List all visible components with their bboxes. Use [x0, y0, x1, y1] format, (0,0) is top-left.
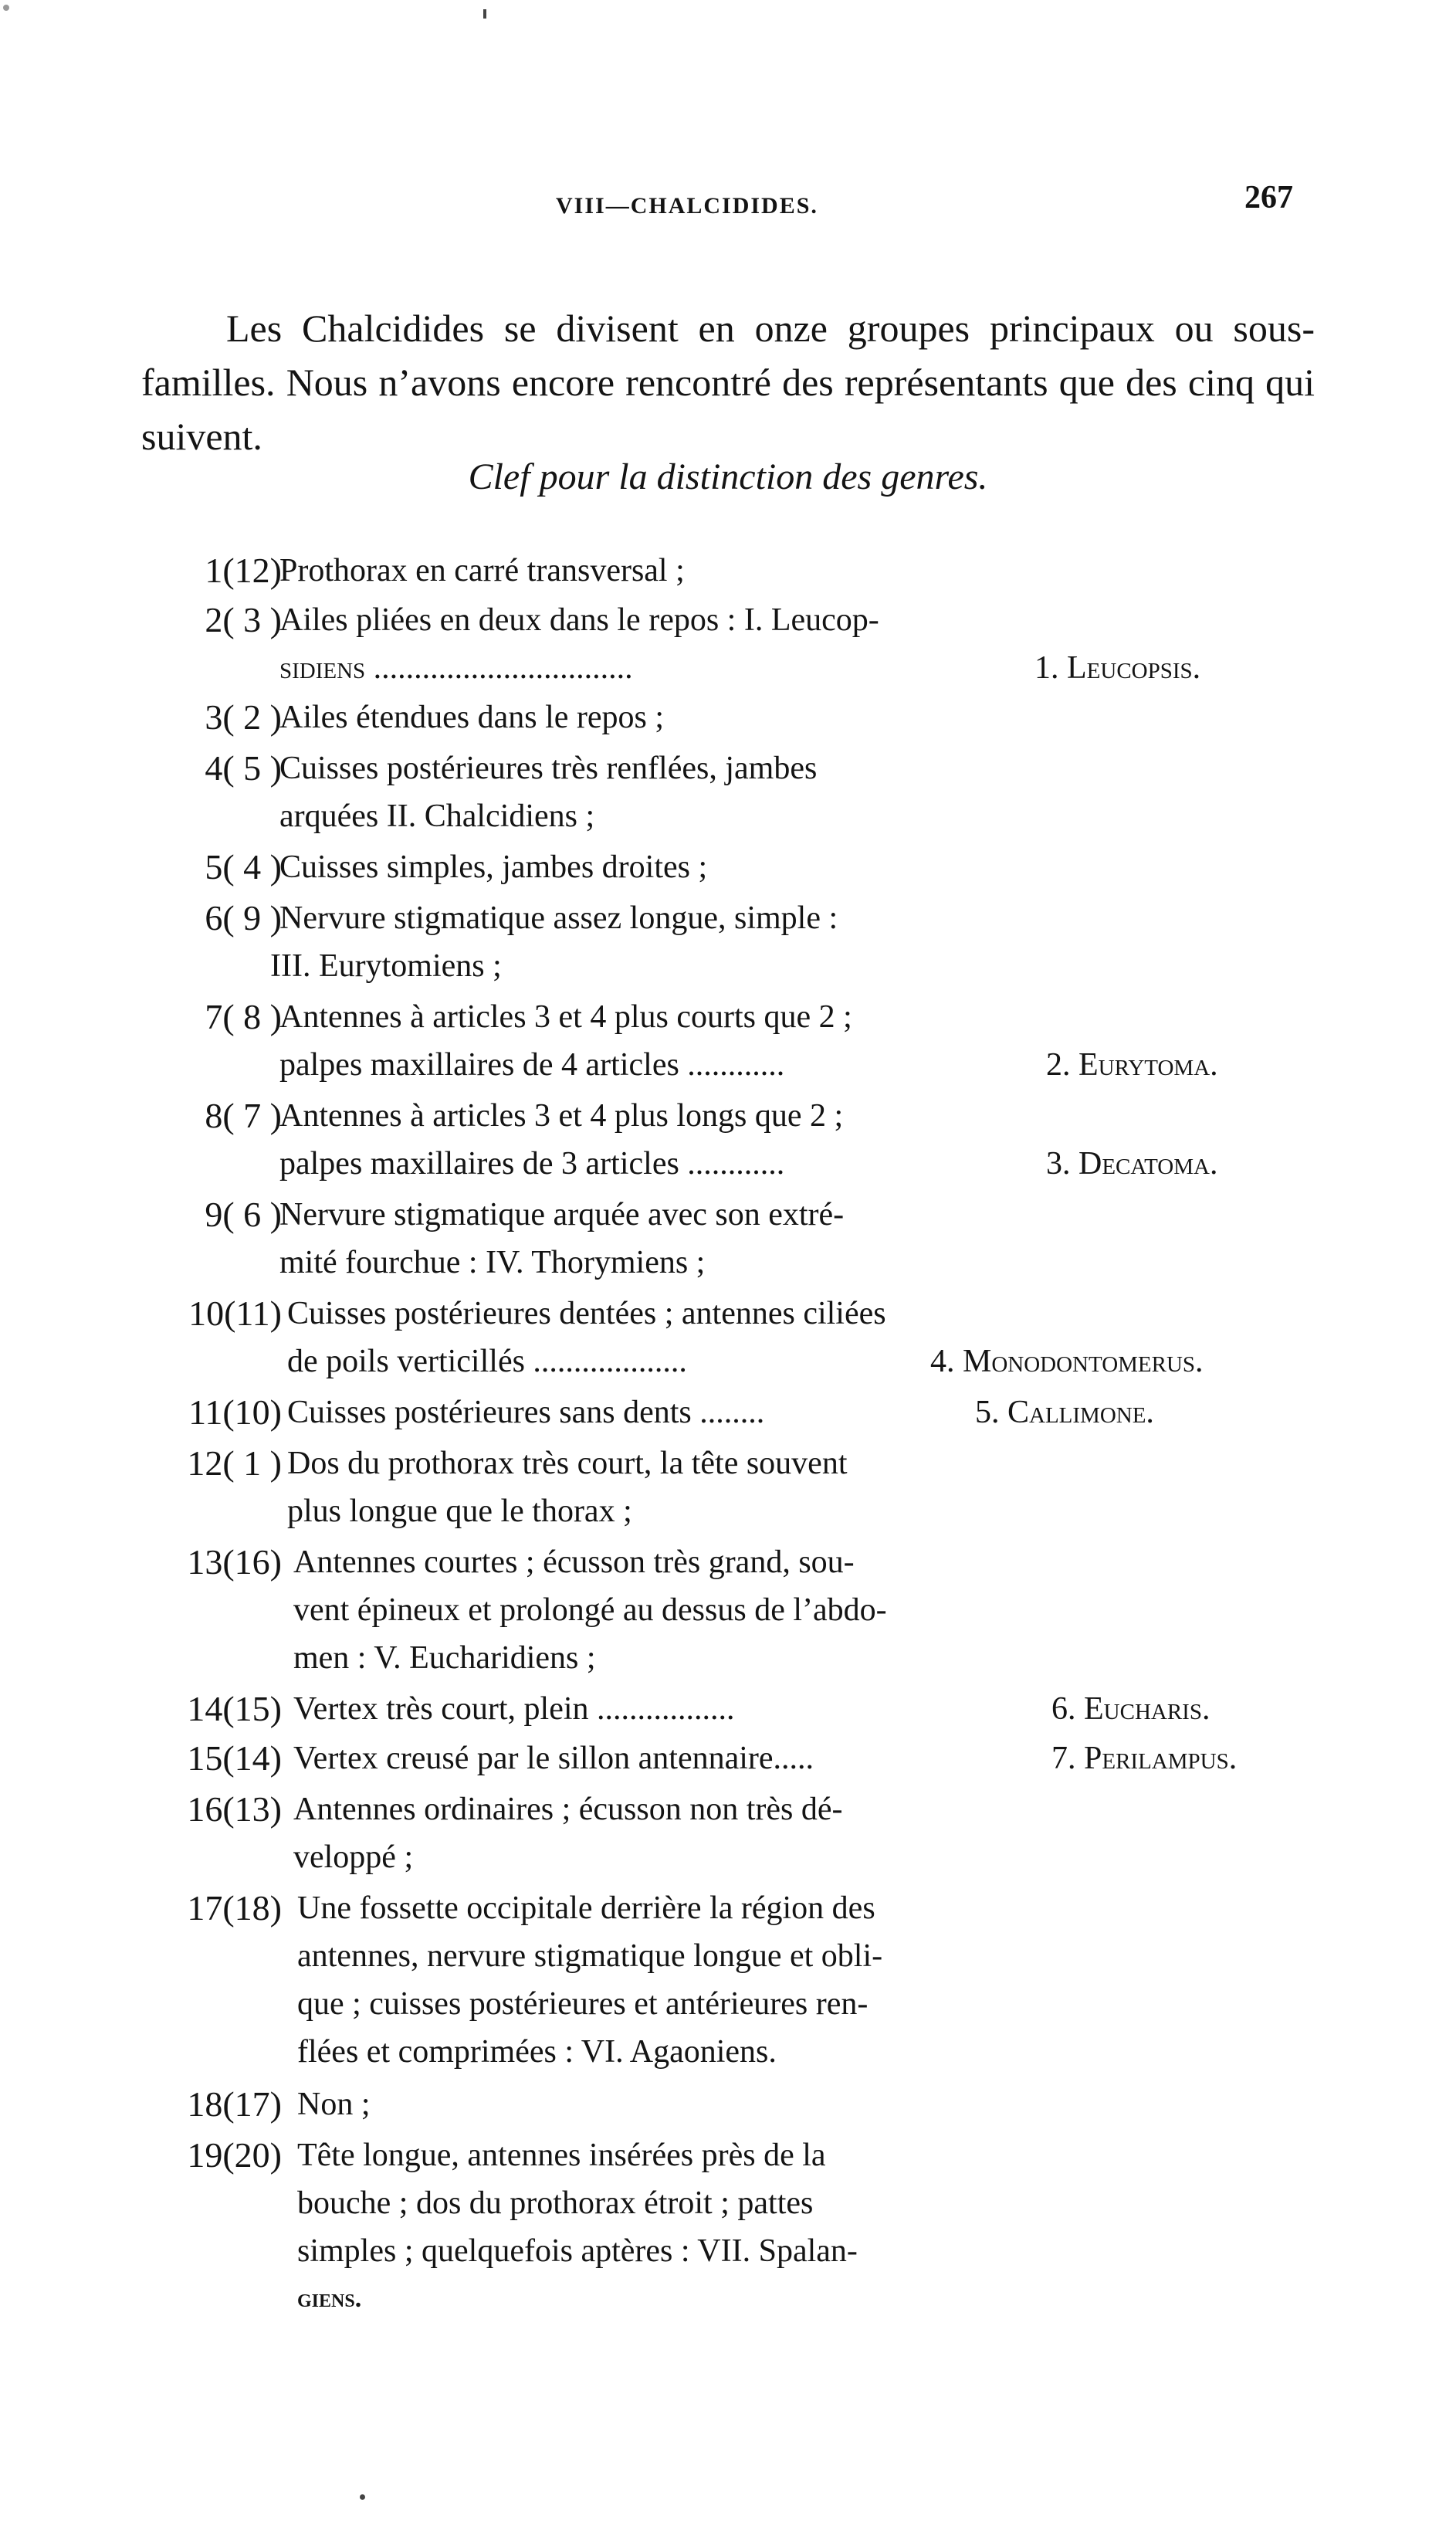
entry-line: de poils verticillés ................... [287, 1344, 687, 1379]
entry-line: antennes, nervure stigmatique longue et obli- [297, 1938, 883, 1974]
couplet-number: 13(16) [187, 1542, 282, 1582]
couplet-number: 18(17) [187, 2084, 282, 2124]
entry-line: que ; cuisses postérieures et antérieures ren- [297, 1986, 869, 2022]
entry-line: simples ; quelquefois aptères : VII. Spalan- [297, 2233, 858, 2269]
couplet-number: 14(15) [187, 1689, 282, 1728]
entry-line: Nervure stigmatique assez longue, simple : [279, 900, 838, 936]
entry-line: Ailes étendues dans le repos ; [279, 700, 665, 735]
entry-line: Antennes courtes ; écusson très grand, sou- [293, 1544, 855, 1580]
entry-line: Une fossette occipitale derrière la région des [297, 1890, 875, 1926]
entry-line: Non ; [297, 2087, 371, 2122]
entry-line: men : V. Eucharidiens ; [293, 1640, 596, 1676]
entry-line: Cuisses postérieures sans dents ........ [287, 1395, 765, 1430]
entry-line: Cuisses simples, jambes droites ; [279, 849, 708, 885]
speck-top [483, 9, 486, 19]
page-number: 267 [1244, 180, 1293, 215]
couplet-number: 15(14) [187, 1738, 282, 1778]
page-header [0, 179, 1456, 225]
couplet-number: 19(20) [187, 2135, 282, 2175]
entry-line: Nervure stigmatique arquée avec son extré- [279, 1197, 845, 1233]
entry-line: sidiens ................................ [279, 650, 633, 686]
couplet-number: 9( 6 ) [205, 1195, 282, 1234]
running-title: VIII—CHALCIDIDES. [556, 193, 818, 219]
entry-line: Prothorax en carré transversal ; [279, 553, 685, 588]
genus-name: 4. Monodontomerus. [930, 1344, 1204, 1379]
entry-line: Vertex très court, plein ................. [293, 1691, 735, 1727]
key-title: Clef pour la distinction des genres. [468, 456, 988, 497]
couplet-number: 17(18) [187, 1888, 282, 1928]
entry-line: mité fourchue : IV. Thorymiens ; [279, 1245, 706, 1280]
genus-name: 6. Eucharis. [1051, 1691, 1211, 1727]
speck-top-left [3, 5, 9, 11]
entry-line: Antennes à articles 3 et 4 plus longs que 2 ; [279, 1098, 844, 1134]
entry-line: Cuisses postérieures très renflées, jambes [279, 751, 818, 786]
entry-line: III. Eurytomiens ; [270, 948, 502, 984]
couplet-number: 11(10) [188, 1392, 282, 1432]
genus-name: 2. Eurytoma. [1046, 1047, 1218, 1083]
couplet-number: 16(13) [187, 1789, 282, 1829]
couplet-number: 12( 1 ) [187, 1443, 282, 1483]
couplet-number: 3( 2 ) [205, 697, 282, 737]
entry-line: giens. [297, 2284, 362, 2313]
couplet-number: 6( 9 ) [205, 898, 282, 938]
entry-line: Vertex creusé par le sillon antennaire..... [293, 1741, 814, 1776]
entry-line: palpes maxillaires de 3 articles ............ [279, 1146, 785, 1182]
entry-line: arquées II. Chalcidiens ; [279, 799, 595, 834]
entry-line: plus longue que le thorax ; [287, 1494, 632, 1529]
entry-line: palpes maxillaires de 4 articles ............ [279, 1047, 785, 1083]
couplet-number: 2( 3 ) [205, 600, 282, 639]
entry-line: Cuisses postérieures dentées ; antennes ciliées [287, 1296, 886, 1331]
couplet-number: 1(12) [205, 551, 282, 590]
genus-name: 1. Leucopsis. [1034, 650, 1201, 686]
couplet-number: 5( 4 ) [205, 847, 282, 887]
entry-line: Tête longue, antennes insérées près de la [297, 2138, 826, 2173]
couplet-number: 4( 5 ) [205, 748, 282, 788]
entry-line: Dos du prothorax très court, la tête souvent [287, 1446, 848, 1481]
entry-line: Antennes ordinaires ; écusson non très dé- [293, 1792, 843, 1827]
genus-name: 5. Callimone. [975, 1395, 1154, 1430]
entry-line: flées et comprimées : VI. Agaoniens. [297, 2034, 777, 2070]
entry-line: vent épineux et prolongé au dessus de l’abdo- [293, 1592, 887, 1628]
entry-line: veloppé ; [293, 1839, 414, 1875]
genus-name: 7. Perilampus. [1051, 1741, 1238, 1776]
couplet-number: 8( 7 ) [205, 1096, 282, 1135]
entry-line: Antennes à articles 3 et 4 plus courts que 2 ; [279, 999, 852, 1035]
entry-line: Ailes pliées en deux dans le repos : I. Leucop- [279, 602, 879, 638]
couplet-number: 10(11) [188, 1294, 282, 1333]
genus-name: 3. Decatoma. [1046, 1146, 1218, 1182]
speck-bottom [360, 2494, 365, 2500]
entry-line: bouche ; dos du prothorax étroit ; pattes [297, 2185, 814, 2221]
intro-paragraph: Les Chalcidides se divisent en onze groupes principaux ou sous-familles. Nous n’avons encore rencontré des représentants que des cinq qui suivent. [141, 307, 1315, 458]
couplet-number: 7( 8 ) [205, 997, 282, 1036]
